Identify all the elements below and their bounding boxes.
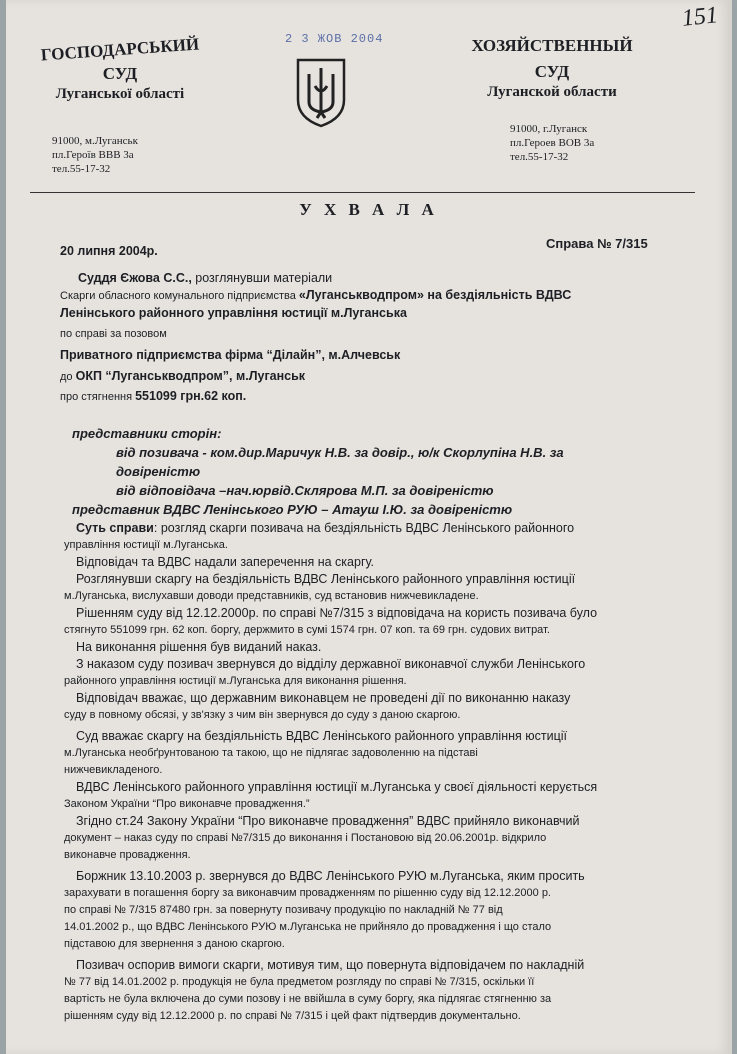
court-name-ua: ГОСПОДАРСЬКИЙ [40,34,200,65]
para-11b: зарахувати в погашення боргу за виконавчим провадженням по рішенню суду від 12.12.2000 р. [64,887,551,899]
address-left-city: 91000, м.Луганськ [52,135,138,147]
para-11e: підставою для звернення з даною скаргою. [64,938,285,950]
intro-line-4: по справі за позовом [60,328,167,340]
address-left-street: пл.Героїв ВВВ 3а [52,149,134,161]
para-12a: Позивач оспорив вимоги скарги, мотивуя тим, що повернута відповідачем по накладній [76,958,585,972]
header-left [30,34,210,103]
representatives-block [72,424,712,519]
para-10c: виконавче провадження. [64,849,191,861]
address-left-phone: тел.55-17-32 [52,163,111,175]
para-1b: управління юстиції м.Луганська. [64,539,228,551]
address-right-phone: тел.55-17-32 [510,151,569,163]
para-11a: Боржник 13.10.2003 р. звернувся до ВДВС Ленінського РУЮ м.Луганська, яким просить [76,869,585,883]
document-date: 20 липня 2004р. [60,244,158,258]
header-right [452,36,652,101]
header-divider [30,192,695,193]
page-number: 151 [680,2,720,32]
defendant: ОКП “Луганськводпром”, м.Луганськ [75,369,306,383]
judge-name: Суддя Єжова С.С., [78,271,192,285]
para-7a: Відповідач вважає, що державним виконавцем не проведені дії по виконанню наказу [76,691,571,705]
plaintiff-reps-cont: довіреністю [116,464,201,479]
para-1a: : розгляд скарги позивача на бездіяльність ВДВС Ленінського районного [153,521,575,535]
plaintiff: Приватного підприємства фірма “Ділайн”, м.Алчевськ [60,348,401,362]
intro-line-2b: «Луганськводпром» на бездіяльність ВДВС [298,288,572,302]
address-right [510,122,594,164]
para-8c: нижчевикладеного. [64,764,163,776]
body-text [64,520,720,1025]
para-4a: Рішенням суду від 12.12.2000р. по справі №7/315 з відповідача на користь позивача було [76,606,598,620]
court-region-ru: Луганской области [487,84,617,100]
para-12b: № 77 від 14.01.2002 р. продукція не була предметом розгляду по справі № 7/315, оскільки її [64,976,535,988]
para-10b: документ – наказ суду по справі №7/315 до виконання і Постановою від 20.06.2001р. відкрило [64,832,547,844]
address-right-city: 91000, г.Луганск [510,123,588,135]
para-6a: З наказом суду позивач звернувся до відділу державної виконавчої служби Ленінського [76,657,586,671]
received-date-stamp: 2 3 ЖОВ 2004 [285,32,384,46]
para-12c: вартість не була включена до суми позову і не ввійшла в суму боргу, яка підлягає стягненню за [64,993,552,1005]
trident-emblem-icon [294,56,348,128]
para-10a: Згідно ст.24 Закону України “Про виконавче провадження” ВДВС прийняло виконавчий [76,814,580,828]
address-left [52,134,138,176]
plaintiff-reps: від позивача - ком.дир.Маричук Н.В. за довір., ю/к Скорлупіна Н.В. за [116,445,564,460]
para-7b: суду в повному обсязі, у зв'язку з чим він звернувся до суду з даною скаргою. [64,709,461,721]
court-name-ru: ХОЗЯЙСТВЕННЫЙ [471,36,633,55]
para-11c: по справі № 7/315 87480 грн. за повернуту позивачу продукцію по накладній № 77 від [64,904,503,916]
intro-line-7a: про стягнення [60,391,136,403]
intro-line-6a: до [60,371,76,383]
case-number: Справа № 7/315 [546,236,648,251]
para-6b: районного управління юстиції м.Луганська для виконання рішення. [64,675,407,687]
address-right-street: пл.Героев ВОВ 3а [510,137,595,149]
para-8b: м.Луганська необґрунтованою та такою, що не підлягає задоволенню на підставі [64,747,478,759]
document-title: У Х В А Л А [299,200,438,219]
para-11d: 14.01.2002 р., що ВДВС Ленінського РУЮ м.Луганська не прийняло до провадження і що стало [64,921,552,933]
para-12d: рішенням суду від 12.12.2000 р. по справі № 7/315 і цей факт підтвердив документально. [64,1010,521,1022]
vdvs-rep: представник ВДВС Ленінського РУЮ – Атауш І.Ю. за довіреністю [72,502,513,517]
para-8a: Суд вважає скаргу на бездіяльність ВДВС Ленінського районного управління юстиції [76,729,567,743]
intro-line-1: розглянувши матеріали [191,271,333,285]
para-2: Відповідач та ВДВС надали заперечення на скаргу. [76,555,374,569]
para-9a: ВДВС Ленінського районного управління юстиції м.Луганська у своєї діяльності керується [76,780,598,794]
court-word-ua: СУД [102,64,138,83]
para-3b: м.Луганська, вислухавши доводи представників, суд встановив нижчевикладене. [64,590,479,602]
intro-line-2a: Скарги обласного комунального підприємства [60,290,299,302]
para-4b: стягнуто 551099 грн. 62 коп. боргу, держмито в сумі 1574 грн. 07 коп. та 69 грн. судових витрат. [64,624,550,636]
claim-amount: 551099 грн.62 коп. [135,389,247,403]
intro-block [60,270,700,406]
para-9b: Законом України “Про виконавче провадження.” [64,798,310,810]
essence-label: Суть справи [76,521,154,535]
court-region-ua: Луганської області [55,86,185,102]
defendant-reps: від відповідача –нач.юрвід.Склярова М.П. за довіреністю [116,483,494,498]
para-3a: Розглянувши скаргу на бездіяльність ВДВС Ленінського районного управління юстиції [76,572,576,586]
court-word-ru: СУД [534,62,570,81]
para-5: На виконання рішення був виданий наказ. [76,640,322,654]
representatives-title: представники сторін: [72,426,222,441]
intro-line-3: Ленінського районного управління юстиції м.Луганська [60,306,407,320]
